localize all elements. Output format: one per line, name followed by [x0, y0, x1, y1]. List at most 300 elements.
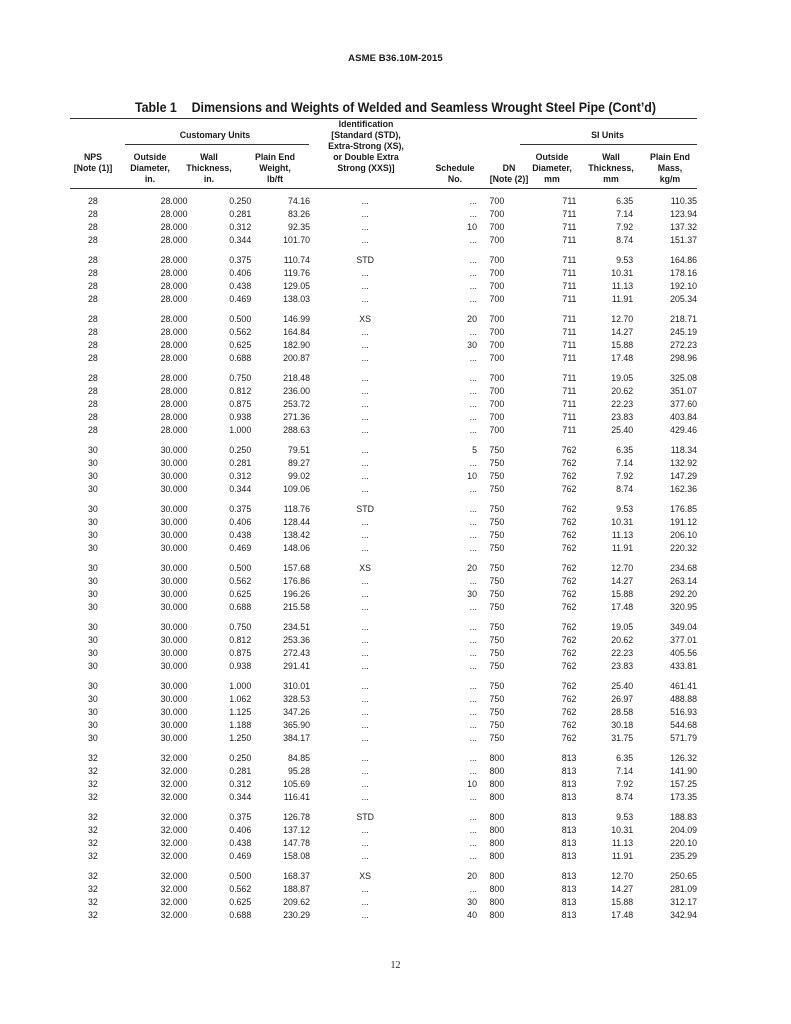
- cell-od-mm: 762: [561, 601, 577, 612]
- cell-dn: 750: [489, 601, 505, 612]
- cell-schedule: ...: [469, 634, 477, 645]
- cell-wt-in: 1.188: [229, 719, 252, 730]
- cell-schedule: ...: [469, 424, 477, 435]
- cell-id: ...: [361, 293, 369, 304]
- table-row: [70, 719, 697, 732]
- cell-nps: 30: [88, 542, 98, 553]
- cell-od-mm: 813: [561, 883, 577, 894]
- table-row: [70, 293, 697, 306]
- cell-weight: 99.02: [287, 470, 310, 481]
- cell-id: ...: [361, 752, 369, 763]
- cell-od-in: 32.000: [160, 778, 188, 789]
- cell-wt-in: 0.312: [229, 221, 252, 232]
- cell-wt-in: 0.312: [229, 778, 252, 789]
- customary-group-rule: [125, 144, 309, 145]
- cell-wt-mm: 11.91: [611, 542, 634, 553]
- cell-id: ...: [361, 706, 369, 717]
- cell-wt-mm: 15.88: [611, 896, 634, 907]
- cell-wt-in: 0.688: [229, 909, 252, 920]
- cell-wt-mm: 19.05: [611, 373, 634, 384]
- cell-weight: 236.00: [283, 385, 310, 396]
- cell-od-in: 32.000: [160, 883, 188, 894]
- cell-mass: 235.29: [670, 850, 697, 861]
- page-number: 12: [390, 960, 401, 971]
- column-header-nps: [70, 152, 116, 174]
- cell-nps: 30: [88, 483, 98, 494]
- pipe-dimensions-table: [70, 195, 697, 922]
- cell-id: ...: [361, 850, 369, 861]
- table-row: [70, 195, 697, 208]
- cell-dn: 800: [489, 824, 505, 835]
- cell-weight: 126.78: [283, 811, 310, 822]
- table-row: [70, 883, 697, 896]
- cell-dn: 800: [489, 778, 505, 789]
- cell-id: ...: [361, 483, 369, 494]
- cell-wt-mm: 12.70: [611, 314, 634, 325]
- cell-od-in: 30.000: [160, 503, 188, 514]
- table-row: [70, 280, 697, 293]
- column-header-mass: [640, 152, 700, 185]
- cell-id: STD: [356, 503, 374, 514]
- cell-weight: 79.51: [287, 444, 310, 455]
- cell-schedule: ...: [469, 398, 477, 409]
- cell-schedule: 30: [467, 339, 477, 350]
- cell-od-mm: 813: [561, 909, 577, 920]
- cell-od-mm: 762: [561, 483, 577, 494]
- cell-weight: 84.85: [287, 752, 310, 763]
- cell-od-mm: 762: [561, 575, 577, 586]
- group-spacer: [70, 745, 697, 752]
- table-row: [70, 811, 697, 824]
- cell-wt-mm: 12.70: [611, 563, 634, 573]
- cell-schedule: 10: [467, 221, 477, 232]
- cell-weight: 146.99: [283, 314, 310, 325]
- group-spacer: [70, 247, 697, 254]
- table-row: [70, 372, 697, 385]
- cell-od-in: 28.000: [160, 221, 188, 232]
- group-spacer: [70, 306, 697, 313]
- column-header-line: lb/ft: [266, 174, 284, 184]
- cell-wt-mm: 25.40: [611, 424, 634, 435]
- cell-id: ...: [361, 424, 369, 435]
- cell-wt-in: 0.812: [229, 385, 252, 396]
- cell-nps: 30: [88, 647, 98, 658]
- cell-dn: 750: [489, 706, 505, 717]
- cell-schedule: ...: [469, 765, 477, 776]
- cell-dn: 700: [489, 424, 505, 435]
- cell-weight: 234.51: [283, 622, 310, 633]
- cell-wt-mm: 11.13: [611, 280, 634, 291]
- column-header-line: or Double Extra: [333, 152, 399, 162]
- cell-id: ...: [361, 732, 369, 743]
- cell-schedule: ...: [469, 516, 477, 527]
- cell-wt-mm: 30.18: [611, 719, 634, 730]
- cell-weight: 110.74: [283, 255, 310, 266]
- cell-wt-mm: 11.13: [611, 529, 634, 540]
- cell-mass: 281.09: [670, 883, 697, 894]
- table-row: [70, 470, 697, 483]
- column-header-line: in.: [203, 174, 215, 184]
- column-header-line: NPS: [83, 152, 103, 162]
- column-header-schedule: [425, 163, 485, 185]
- cell-id: ...: [361, 575, 369, 586]
- cell-schedule: 40: [467, 909, 477, 920]
- cell-dn: 800: [489, 752, 505, 763]
- cell-weight: 157.68: [283, 563, 310, 573]
- cell-nps: 28: [88, 234, 98, 245]
- cell-mass: 544.68: [670, 719, 697, 730]
- cell-weight: 158.08: [283, 850, 310, 861]
- cell-nps: 32: [88, 791, 98, 802]
- cell-weight: 182.90: [283, 339, 310, 350]
- table-row: [70, 588, 697, 601]
- cell-od-in: 28.000: [160, 280, 188, 291]
- cell-weight: 89.27: [287, 457, 310, 468]
- cell-od-in: 32.000: [160, 824, 188, 835]
- cell-id: ...: [361, 634, 369, 645]
- cell-od-in: 28.000: [160, 255, 188, 266]
- cell-od-mm: 762: [561, 516, 577, 527]
- cell-mass: 571.79: [670, 732, 697, 743]
- cell-wt-in: 1.125: [229, 706, 252, 717]
- cell-nps: 30: [88, 470, 98, 481]
- cell-od-in: 30.000: [160, 634, 188, 645]
- cell-dn: 750: [489, 503, 505, 514]
- cell-wt-in: 0.438: [229, 837, 252, 848]
- cell-wt-in: 0.562: [229, 575, 252, 586]
- cell-weight: 101.70: [283, 234, 310, 245]
- cell-schedule: ...: [469, 255, 477, 266]
- cell-wt-mm: 7.92: [616, 221, 634, 232]
- cell-schedule: 20: [467, 870, 477, 881]
- cell-nps: 30: [88, 575, 98, 586]
- cell-id: XS: [359, 870, 372, 881]
- cell-id: ...: [361, 411, 369, 422]
- cell-wt-mm: 6.35: [616, 752, 634, 763]
- cell-wt-in: 0.438: [229, 529, 252, 540]
- column-header-wt-mm: [580, 152, 642, 185]
- group-spacer: [70, 804, 697, 811]
- cell-weight: 288.63: [283, 424, 310, 435]
- cell-wt-mm: 6.35: [616, 196, 634, 206]
- cell-dn: 800: [489, 896, 505, 907]
- cell-od-in: 30.000: [160, 444, 188, 455]
- cell-dn: 750: [489, 483, 505, 494]
- cell-wt-mm: 6.35: [616, 444, 634, 455]
- cell-wt-in: 0.406: [229, 516, 252, 527]
- column-header-line: Plain End: [254, 152, 296, 162]
- cell-wt-mm: 10.31: [611, 267, 634, 278]
- cell-wt-in: 0.500: [229, 870, 252, 881]
- cell-od-in: 28.000: [160, 326, 188, 337]
- table-row: [70, 267, 697, 280]
- cell-dn: 700: [489, 373, 505, 384]
- cell-dn: 700: [489, 385, 505, 396]
- cell-wt-mm: 17.48: [611, 352, 634, 363]
- cell-schedule: 20: [467, 314, 477, 325]
- cell-id: ...: [361, 542, 369, 553]
- cell-wt-in: 1.062: [229, 693, 252, 704]
- cell-wt-in: 0.375: [229, 503, 252, 514]
- table-row: [70, 529, 697, 542]
- cell-nps: 32: [88, 883, 98, 894]
- column-header-line: Wall: [602, 152, 620, 162]
- column-header-line: Schedule: [435, 163, 475, 173]
- cell-wt-in: 0.812: [229, 634, 252, 645]
- cell-od-mm: 762: [561, 542, 577, 553]
- cell-dn: 700: [489, 339, 505, 350]
- cell-od-in: 28.000: [160, 398, 188, 409]
- column-header-line: [Note (1)]: [73, 163, 113, 173]
- cell-od-in: 30.000: [160, 542, 188, 553]
- cell-dn: 800: [489, 850, 505, 861]
- cell-id: ...: [361, 373, 369, 384]
- cell-weight: 92.35: [287, 221, 310, 232]
- cell-od-in: 32.000: [160, 811, 188, 822]
- cell-mass: 325.08: [670, 373, 697, 384]
- cell-weight: 118.76: [283, 503, 310, 514]
- cell-dn: 800: [489, 765, 505, 776]
- cell-nps: 30: [88, 503, 98, 514]
- cell-wt-mm: 7.14: [616, 457, 634, 468]
- cell-weight: 105.69: [283, 778, 310, 789]
- table-row: [70, 339, 697, 352]
- cell-schedule: ...: [469, 732, 477, 743]
- group-label-si: SI Units: [591, 130, 624, 140]
- cell-od-in: 32.000: [160, 870, 188, 881]
- cell-id: ...: [361, 208, 369, 219]
- table-title: [32, 100, 760, 115]
- cell-wt-in: 0.344: [229, 234, 252, 245]
- cell-wt-mm: 25.40: [611, 681, 634, 692]
- cell-od-mm: 711: [562, 352, 577, 363]
- cell-wt-in: 0.562: [229, 326, 252, 337]
- cell-nps: 30: [88, 601, 98, 612]
- cell-wt-mm: 28.58: [611, 706, 634, 717]
- cell-od-mm: 813: [561, 837, 577, 848]
- cell-od-in: 28.000: [160, 314, 188, 325]
- table-row: [70, 457, 697, 470]
- group-spacer: [70, 496, 697, 503]
- cell-wt-in: 0.406: [229, 824, 252, 835]
- cell-weight: 218.48: [283, 373, 310, 384]
- cell-id: ...: [361, 622, 369, 633]
- cell-od-in: 32.000: [160, 752, 188, 763]
- cell-schedule: ...: [469, 575, 477, 586]
- cell-nps: 28: [88, 196, 98, 206]
- table-row: [70, 778, 697, 791]
- cell-wt-in: 1.250: [229, 732, 252, 743]
- cell-od-mm: 711: [562, 221, 577, 232]
- cell-schedule: ...: [469, 693, 477, 704]
- cell-od-mm: 711: [562, 280, 577, 291]
- cell-mass: 123.94: [670, 208, 697, 219]
- cell-mass: 349.04: [670, 622, 697, 633]
- column-header-line: Weight,: [259, 163, 291, 173]
- cell-od-mm: 813: [561, 870, 577, 881]
- cell-weight: 271.36: [283, 411, 310, 422]
- cell-dn: 800: [489, 883, 505, 894]
- column-header-line: in.: [144, 174, 156, 184]
- cell-od-mm: 711: [562, 208, 577, 219]
- cell-od-mm: 762: [561, 719, 577, 730]
- cell-id: ...: [361, 693, 369, 704]
- column-header-od-mm: [522, 152, 582, 185]
- table-row: [70, 221, 697, 234]
- cell-schedule: ...: [469, 280, 477, 291]
- cell-wt-mm: 14.27: [611, 575, 634, 586]
- table-row: [70, 791, 697, 804]
- cell-wt-in: 0.688: [229, 601, 252, 612]
- cell-nps: 28: [88, 339, 98, 350]
- cell-wt-mm: 20.62: [611, 385, 634, 396]
- cell-mass: 118.34: [670, 444, 697, 455]
- cell-dn: 700: [489, 314, 505, 325]
- cell-schedule: ...: [469, 601, 477, 612]
- table-title-text: Dimensions and Weights of Welded and Seamless Wrought Steel Pipe (Cont’d): [191, 100, 657, 115]
- cell-weight: 272.43: [283, 647, 310, 658]
- cell-od-in: 32.000: [160, 909, 188, 920]
- cell-od-mm: 711: [562, 339, 577, 350]
- cell-od-in: 30.000: [160, 516, 188, 527]
- cell-od-mm: 813: [561, 896, 577, 907]
- cell-id: ...: [361, 824, 369, 835]
- cell-nps: 28: [88, 352, 98, 363]
- cell-od-mm: 762: [561, 622, 577, 633]
- cell-nps: 28: [88, 314, 98, 325]
- cell-mass: 132.92: [670, 457, 697, 468]
- cell-mass: 245.19: [670, 326, 697, 337]
- cell-id: ...: [361, 444, 369, 455]
- cell-mass: 272.23: [670, 339, 697, 350]
- column-header-wt-in: [178, 152, 240, 185]
- cell-od-mm: 762: [561, 732, 577, 743]
- cell-od-mm: 813: [561, 824, 577, 835]
- cell-weight: 384.17: [283, 732, 310, 743]
- column-header-line: Extra-Strong (XS),: [328, 141, 404, 151]
- cell-mass: 298.96: [670, 352, 697, 363]
- table-row: [70, 483, 697, 496]
- cell-wt-in: 0.625: [229, 896, 252, 907]
- cell-schedule: ...: [469, 352, 477, 363]
- cell-nps: 28: [88, 411, 98, 422]
- table-header-rule: [70, 188, 697, 189]
- table-row: [70, 706, 697, 719]
- cell-wt-in: 0.281: [229, 457, 252, 468]
- cell-weight: 310.01: [283, 681, 310, 692]
- cell-nps: 30: [88, 563, 98, 573]
- cell-id: ...: [361, 837, 369, 848]
- cell-schedule: ...: [469, 483, 477, 494]
- cell-dn: 700: [489, 234, 505, 245]
- cell-mass: 205.34: [670, 293, 697, 304]
- cell-wt-in: 0.375: [229, 811, 252, 822]
- column-header-line: Wall: [200, 152, 218, 162]
- cell-wt-mm: 17.48: [611, 601, 634, 612]
- cell-nps: 28: [88, 373, 98, 384]
- cell-dn: 750: [489, 693, 505, 704]
- cell-weight: 95.28: [287, 765, 310, 776]
- column-header-line: Diameter,: [532, 163, 572, 173]
- cell-wt-mm: 19.05: [611, 622, 634, 633]
- cell-id: ...: [361, 385, 369, 396]
- column-header-line: Outside: [535, 152, 569, 162]
- group-spacer: [70, 863, 697, 870]
- cell-wt-mm: 11.13: [611, 837, 634, 848]
- column-header-line: Strong (XXS)]: [337, 163, 395, 173]
- cell-nps: 32: [88, 870, 98, 881]
- cell-wt-mm: 8.74: [616, 791, 634, 802]
- cell-od-mm: 762: [561, 693, 577, 704]
- cell-id: ...: [361, 660, 369, 671]
- cell-weight: 168.37: [283, 870, 310, 881]
- cell-wt-mm: 8.74: [616, 483, 634, 494]
- cell-dn: 700: [489, 326, 505, 337]
- cell-wt-mm: 23.83: [611, 660, 634, 671]
- table-row: [70, 660, 697, 673]
- cell-schedule: 30: [467, 588, 477, 599]
- cell-id: STD: [356, 255, 374, 266]
- cell-schedule: ...: [469, 719, 477, 730]
- cell-wt-in: 0.625: [229, 339, 252, 350]
- cell-dn: 750: [489, 575, 505, 586]
- cell-dn: 800: [489, 791, 505, 802]
- cell-mass: 405.56: [670, 647, 697, 658]
- cell-wt-in: 0.375: [229, 255, 252, 266]
- cell-schedule: ...: [469, 681, 477, 692]
- cell-wt-in: 1.000: [229, 681, 252, 692]
- cell-od-mm: 762: [561, 470, 577, 481]
- cell-mass: 173.35: [670, 791, 697, 802]
- cell-wt-mm: 10.31: [611, 824, 634, 835]
- cell-dn: 800: [489, 837, 505, 848]
- table-row: [70, 411, 697, 424]
- cell-wt-in: 0.406: [229, 267, 252, 278]
- cell-id: ...: [361, 883, 369, 894]
- table-number: Table 1: [134, 100, 177, 115]
- cell-weight: 196.26: [283, 588, 310, 599]
- cell-schedule: ...: [469, 411, 477, 422]
- cell-dn: 700: [489, 398, 505, 409]
- cell-schedule: ...: [469, 373, 477, 384]
- cell-id: ...: [361, 778, 369, 789]
- cell-dn: 750: [489, 563, 505, 573]
- cell-mass: 461.41: [670, 681, 697, 692]
- table-row: [70, 601, 697, 614]
- cell-id: ...: [361, 681, 369, 692]
- cell-id: ...: [361, 896, 369, 907]
- cell-mass: 178.16: [670, 267, 697, 278]
- cell-nps: 32: [88, 837, 98, 848]
- cell-od-mm: 762: [561, 503, 577, 514]
- cell-mass: 204.09: [670, 824, 697, 835]
- cell-weight: 188.87: [283, 883, 310, 894]
- table-row: [70, 909, 697, 922]
- cell-od-in: 32.000: [160, 850, 188, 861]
- cell-nps: 32: [88, 850, 98, 861]
- cell-od-in: 30.000: [160, 457, 188, 468]
- cell-dn: 800: [489, 870, 505, 881]
- cell-wt-in: 1.000: [229, 424, 252, 435]
- table-row: [70, 424, 697, 437]
- cell-od-in: 28.000: [160, 411, 188, 422]
- cell-id: XS: [359, 314, 372, 325]
- cell-wt-mm: 14.27: [611, 326, 634, 337]
- cell-od-mm: 813: [561, 778, 577, 789]
- cell-weight: 83.26: [287, 208, 310, 219]
- cell-weight: 365.90: [283, 719, 310, 730]
- cell-mass: 110.35: [670, 196, 697, 206]
